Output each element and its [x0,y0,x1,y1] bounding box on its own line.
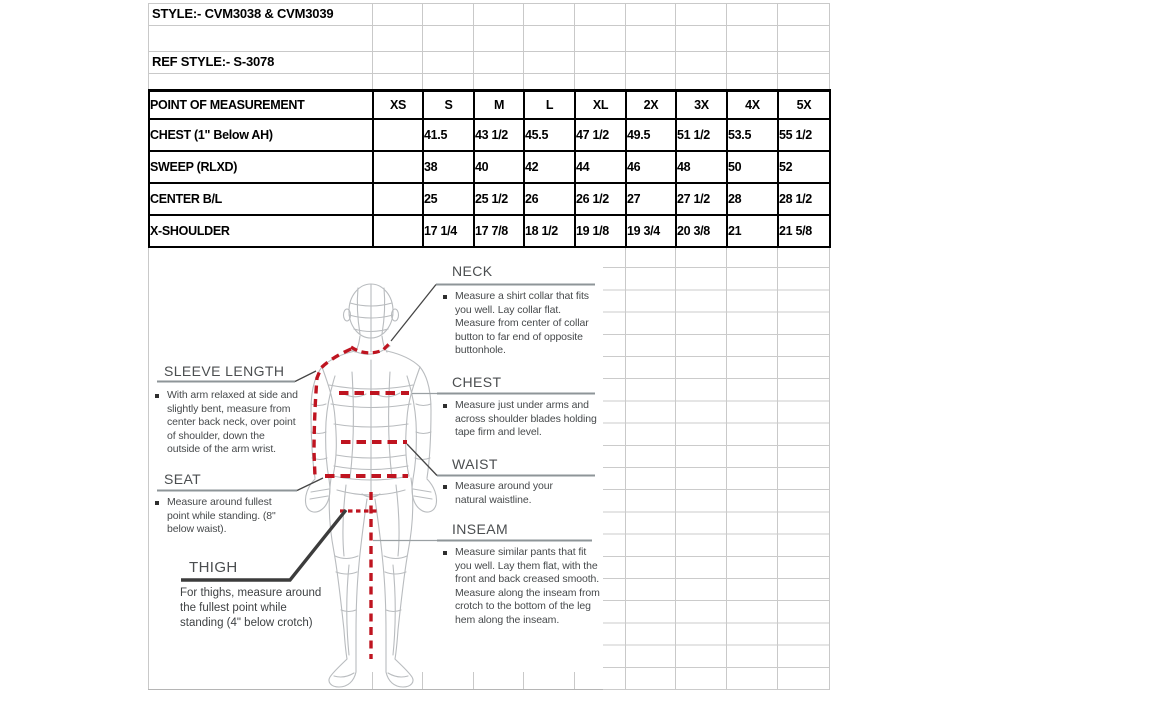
size-cell: 43 1/2 [474,119,524,151]
size-cell [373,151,423,183]
size-cell: 19 3/4 [626,215,676,247]
size-chart-table [148,89,831,248]
size-cell: 26 [524,183,575,215]
column-header: L [524,91,575,119]
size-cell: 41.5 [423,119,474,151]
size-cell: 46 [626,151,676,183]
thigh-section-title: THIGH [189,559,238,576]
column-header: 2X [626,91,676,119]
neck-section-title: NECK [452,263,493,279]
measurement-label: SWEEP (RLXD) [149,151,373,183]
column-header: 5X [778,91,830,119]
size-cell: 49.5 [626,119,676,151]
bullet-icon [155,394,159,398]
bullet-icon [443,551,447,555]
size-cell: 27 [626,183,676,215]
size-cell: 51 1/2 [676,119,727,151]
bullet-icon [155,501,159,505]
neck-section-text: Measure a shirt collar that fits you well. Lay collar flat. Measure from center of collar button to far end of opposite buttonhole. [455,290,589,356]
column-header: XL [575,91,626,119]
size-cell [373,119,423,151]
ref-style-line: REF STYLE:- S-3078 [152,54,275,69]
size-cell: 27 1/2 [676,183,727,215]
sleeve-length-section-title: SLEEVE LENGTH [164,363,285,379]
column-header: XS [373,91,423,119]
size-cell: 40 [474,151,524,183]
size-cell: 17 1/4 [423,215,474,247]
size-cell: 55 1/2 [778,119,830,151]
sleeve-length-section-text: With arm relaxed at side and slightly bent, measure from center back neck, over point of shoulder, down the outside of the arm wrist. [167,389,298,455]
size-cell: 45.5 [524,119,575,151]
measurement-label: X-SHOULDER [149,215,373,247]
measurement-label: CENTER B/L [149,183,373,215]
measurement-label: CHEST (1" Below AH) [149,119,373,151]
waist-section-title: WAIST [452,456,498,472]
table-row [149,151,830,183]
column-header: M [474,91,524,119]
size-cell [373,215,423,247]
waist-section-text: Measure around your natural waistline. [455,480,553,506]
size-cell [373,183,423,215]
size-cell: 19 1/8 [575,215,626,247]
size-cell: 53.5 [727,119,778,151]
column-header: 3X [676,91,727,119]
size-cell: 44 [575,151,626,183]
size-cell: 21 5/8 [778,215,830,247]
size-cell: 28 [727,183,778,215]
size-cell: 17 7/8 [474,215,524,247]
size-cell: 25 1/2 [474,183,524,215]
size-cell: 47 1/2 [575,119,626,151]
column-header: POINT OF MEASUREMENT [149,91,373,119]
size-cell: 21 [727,215,778,247]
seat-section-text: Measure around fullest point while standing. (8" below waist). [167,496,276,535]
size-cell: 26 1/2 [575,183,626,215]
size-cell: 20 3/8 [676,215,727,247]
bullet-icon [443,485,447,489]
column-header: S [423,91,474,119]
size-cell: 18 1/2 [524,215,575,247]
size-cell: 52 [778,151,830,183]
size-cell: 48 [676,151,727,183]
size-cell: 50 [727,151,778,183]
table-header-row [149,91,830,119]
bullet-icon [443,295,447,299]
bullet-icon [443,404,447,408]
thigh-section-text: For thighs, measure around the fullest point while standing (4" below crotch) [180,587,322,629]
size-cell: 38 [423,151,474,183]
chest-section-text: Measure just under arms and across shoulder blades holding tape firm and level. [455,399,597,438]
size-cell: 42 [524,151,575,183]
seat-section-title: SEAT [164,471,202,487]
table-row [149,183,830,215]
style-line: STYLE:- CVM3038 & CVM3039 [152,6,334,21]
size-cell: 25 [423,183,474,215]
chest-section-title: CHEST [452,374,502,390]
table-row [149,119,830,151]
size-cell: 28 1/2 [778,183,830,215]
inseam-section-text: Measure similar pants that fit you well. Lay them flat, with the front and back creased smooth. Measure along the inseam from crotch to the bottom of the leg hem along the inseam. [455,546,600,626]
table-row [149,215,830,247]
inseam-section-title: INSEAM [452,521,509,537]
column-header: 4X [727,91,778,119]
